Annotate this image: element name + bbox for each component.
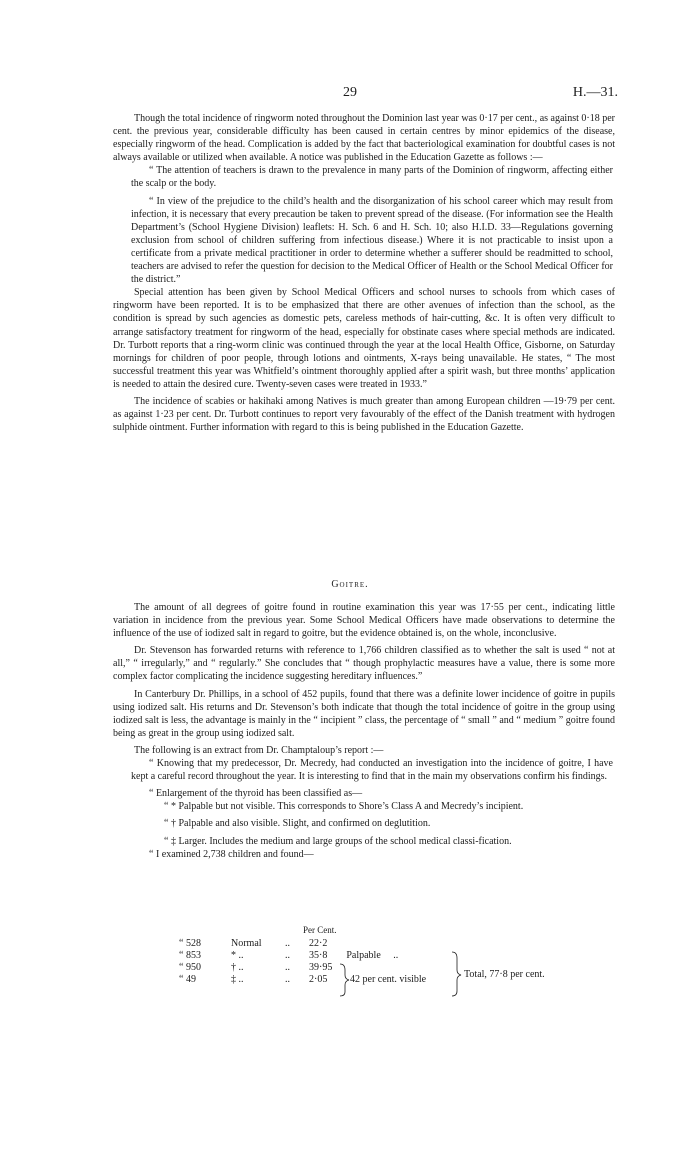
palpable-text: Palpable xyxy=(346,950,381,961)
visible-brace xyxy=(340,964,349,996)
row-percent: 2·05 xyxy=(309,974,328,985)
examined-quote xyxy=(131,848,613,861)
table-row xyxy=(175,938,402,950)
row-dots: .. xyxy=(285,938,290,949)
ringworm-section xyxy=(113,112,615,434)
row-label: ‡ .. xyxy=(231,974,244,985)
row-label: † .. xyxy=(231,962,244,973)
ringworm-paragraph-2: Special attention has been given by School Medical Officers and school nurses to schools from which cases of ringworm have been reported. It is to be emphasized that there are other avenues of infection than the school, as the condition is spread by such agencies as domestic pets, careless methods of hair-cutting, &c. It is often very difficult to arrange satisfactory treatment for ringworm of the head, especially for obstinate cases where special methods are indicated. Dr. Turbott reports that a ring-worm clinic was continued through the year at the local Health Office, Gisborne, on Saturday mornings for children of poor people, through lotions and ointments, X-rays being unavailable. He states, “ The most successful treatment this year was Whitfield’s ointment thoroughly applied after a spirit wash, but three months’ application is needed to attain the desired cure. Twenty-seven cases were treated in 1933.” xyxy=(113,287,615,390)
examined-line: “ I examined 2,738 children and found— xyxy=(149,848,314,860)
document-reference: H.—31. xyxy=(572,85,618,100)
row-percent: 22·2 xyxy=(309,938,328,949)
gazette-notice-quote xyxy=(131,164,613,286)
scabies-paragraph: The incidence of scabies or hakihaki among Natives is much greater than among European children —19·79 per cent. as against 1·23 per cent. Dr. Turbott continues to report very favourably of the effect of the Danish treatment with hydrogen sulphide ointment. Further information with regard to this is being published in the Education Gazette. xyxy=(113,395,615,434)
total-brace xyxy=(452,952,461,996)
page-number: 29 xyxy=(343,85,357,100)
row-count: “ 950 xyxy=(179,962,201,973)
percent-column-header: Per Cent. xyxy=(303,925,337,935)
class-incipient: “ * Palpable but not visible. This corresponds to Shore’s Class A and Mecredy’s incipient. xyxy=(164,801,524,813)
champtaloup-quote xyxy=(131,757,613,800)
champtaloup-quote-1: “ Knowing that my predecessor, Dr. Mecredy, had conducted an investigation into the incidence of goitre, I have kept a careful record throughout the year. It is interesting to find that in the main my observations confirm his findings. xyxy=(131,758,613,783)
goitre-paragraph-3: In Canterbury Dr. Phillips, in a school of 452 pupils, found that there was a definite lower incidence of goitre in pupils using iodized salt. His returns and Dr. Stevenson’s both indicate that though the total incidence of goitre in the group using iodized salt is less, the advantage is mainly in the “ incipient ” class, the percentage of “ small ” and “ medium ” goitre found being as great in the group using iodized salt. xyxy=(113,688,615,739)
goitre-paragraph-1: The amount of all degrees of goitre found in routine examination this year was 17·55 per cent., indicating little variation in incidence from the previous year. Some School Medical Officers have made observations to determine the influence of the use of iodized salt in regard to goitre, but the evidence obtained is, on the whole, inconclusive. xyxy=(113,602,615,640)
row-percent: 35·8 xyxy=(309,950,328,961)
class-visible: “ † Palpable and also visible. Slight, and confirmed on deglutition. xyxy=(164,818,431,830)
row-count: “ 853 xyxy=(179,950,201,961)
row-percent: 39·95 xyxy=(309,962,333,973)
row-count: “ 528 xyxy=(179,938,201,949)
row-dots: .. xyxy=(285,962,290,973)
classification-list xyxy=(157,800,607,847)
quote-paragraph-1: “ The attention of teachers is drawn to the prevalence in many parts of the Dominion of ringworm, affecting either the scalp or the body. xyxy=(131,165,613,190)
row-count: “ 49 xyxy=(179,974,196,985)
goitre-paragraph-4: The following is an extract from Dr. Champtaloup’s report :— xyxy=(134,744,384,756)
goitre-heading: Goitre. xyxy=(331,579,369,590)
total-label: Total, 77·8 per cent. xyxy=(464,969,545,980)
champtaloup-quote-2: “ Enlargement of the thyroid has been classified as— xyxy=(149,788,363,800)
row-dots: .. xyxy=(285,950,290,961)
row-label: Normal xyxy=(231,938,262,949)
palpable-dots: .. xyxy=(393,950,399,961)
row-label: * .. xyxy=(231,950,244,961)
visible-label: 42 per cent. visible xyxy=(350,974,427,985)
ringworm-paragraph-1: Though the total incidence of ringworm noted throughout the Dominion last year was 0·17 per cent., as against 0·18 per cent. the previous year, considerable difficulty has been caused in certain centres by minor epidemics of the disease, especially ringworm of the head. Complication is added by the fact that bacteriological examination for doubtful cases is not always available or utilized when available. A notice was published in the Education Gazette as follows :— xyxy=(113,113,615,164)
class-larger: “ ‡ Larger. Includes the medium and large groups of the school medical classi-fication. xyxy=(164,835,512,847)
goitre-section xyxy=(113,601,615,861)
row-dots: .. xyxy=(285,974,290,985)
quote-paragraph-2: “ In view of the prejudice to the child’s health and the disorganization of his school career which may result from infection, it is necessary that every precaution be taken to prevent spread of the disease. (For information see the Health Department’s (School Hygiene Division) leaflets: H. Sch. 6 and H. Sch. 10; also H.I.D. 33—Regulations governing exclusion from school of children suffering from infectious disease.) Where it is not practicable to insist upon a certificate from a private medical practitioner in order to determine whether a sufferer should be readmitted to school, teachers are advised to refer the question for decision to the Medical Officer of Health or the School Medical Officer for the district.” xyxy=(131,195,613,286)
goitre-paragraph-2: Dr. Stevenson has forwarded returns with reference to 1,766 children classified as to whether the salt is used “ not at all,” “ irregularly,” and “ regularly.” She concludes that “ though prophylactic measures have a value, there is some more complex factor complicating the incidence suggesting hereditary influences.” xyxy=(113,645,615,683)
